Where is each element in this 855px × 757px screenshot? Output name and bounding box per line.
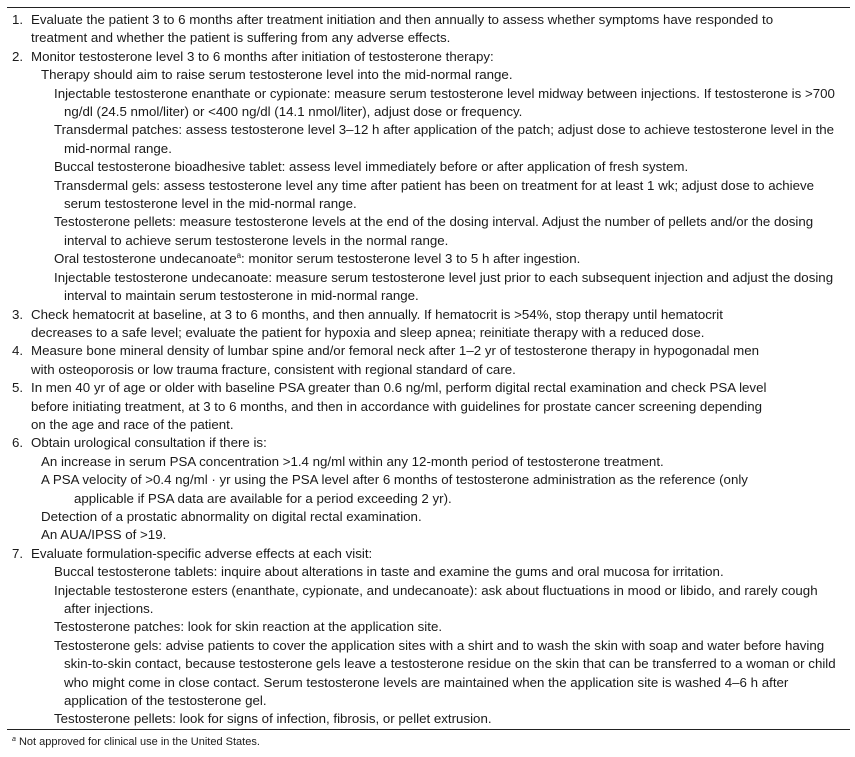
- consult-criterion: An increase in serum PSA concentration >1.4 ng/ml within any 12-month period of testosterone treatment.: [41, 453, 664, 469]
- item-text: Evaluate formulation-specific adverse effects at each visit:: [31, 545, 373, 561]
- sub-item: Testosterone pellets: measure testosterone levels at the end of the dosing interval. Adjust the number of pellets and/or the dosing interval to achieve serum testosterone levels in the normal range.: [54, 214, 814, 248]
- item-number: 5.: [12, 380, 24, 396]
- sub-item: Injectable testosterone undecanoate: measure serum testosterone level just prior to each subsequent injection and adjust the dosing interval to maintain serum testosterone in mid-normal range.: [54, 269, 834, 304]
- sub-item-oral: [31, 250, 846, 268]
- sub-item: Transdermal gels: assess testosterone level any time after patient has been on treatment for at least 1 wk; adjust dose to achieve serum testosterone level in the mid-normal range.: [54, 177, 815, 212]
- consult-criterion: An AUA/IPSS of >19.: [41, 527, 167, 543]
- list-item-4: [8, 342, 846, 379]
- sub-item: Buccal testosterone tablets: inquire about alterations in taste and examine the gums and oral mucosa for irritation.: [54, 564, 724, 580]
- item-number: 4.: [12, 343, 24, 359]
- item-text: Evaluate the patient 3 to 6 months after treatment initiation and then annually to assess whether symptoms have responded to: [31, 12, 774, 27]
- monitoring-list: [8, 11, 846, 729]
- footnote-mark: a: [12, 736, 16, 743]
- item-number: 7.: [12, 545, 24, 561]
- item-text: with osteoporosis or low trauma fracture, consistent with regional standard of care.: [31, 361, 516, 377]
- item-text: before initiating treatment, at 3 to 6 months, and then in accordance with guidelines for prostate cancer screening depending: [31, 398, 763, 414]
- footnote-marker: a: [236, 251, 242, 261]
- item-text: decreases to a safe level; evaluate the patient for hypoxia and sleep apnea; reinitiate therapy with a reduced dose.: [31, 324, 705, 340]
- sub-item: Transdermal patches: assess testosterone level 3–12 h after application of the patch; adjust dose to achieve testosterone level in the mid-normal range.: [54, 122, 835, 156]
- footnote-text: Not approved for clinical use in the United States.: [15, 736, 260, 748]
- sub-item: Testosterone pellets: look for signs of infection, fibrosis, or pellet extrusion.: [54, 711, 492, 727]
- item-intro: Therapy should aim to raise serum testosterone level into the mid-normal range.: [41, 67, 513, 83]
- item-number: 6.: [12, 435, 24, 451]
- sub-item: Injectable testosterone esters (enanthate, cypionate, and undecanoate): ask about fluctuations in mood or libido, and rarely cough after injections.: [54, 582, 818, 616]
- item-text: Check hematocrit at baseline, at 3 to 6 months, and then annually. If hematocrit is >54%, stop therapy until hematocrit: [31, 306, 723, 322]
- item-number: 1.: [12, 12, 24, 27]
- item-number: 2.: [12, 48, 24, 64]
- list-item-5: [8, 379, 846, 434]
- top-rule: [7, 7, 850, 8]
- list-item-3: [8, 306, 846, 343]
- consult-criterion: A PSA velocity of >0.4 ng/ml · yr using the PSA level after 6 months of testosterone administration as the reference (only: [41, 472, 748, 488]
- item-text: Monitor testosterone level 3 to 6 months after initiation of testosterone therapy:: [31, 48, 494, 64]
- item-text: Obtain urological consultation if there is:: [31, 435, 267, 451]
- oral-label: Oral testosterone undecanoate: [54, 251, 237, 267]
- footnote: [12, 734, 260, 750]
- oral-text: : monitor serum testosterone level 3 to 5 h after ingestion.: [241, 251, 581, 267]
- consult-criterion: Detection of a prostatic abnormality on digital rectal examination.: [41, 508, 422, 524]
- item-text: Measure bone mineral density of lumbar spine and/or femoral neck after 1–2 yr of testosterone therapy in hypogonadal men: [31, 343, 760, 359]
- item-text: on the age and race of the patient.: [31, 416, 234, 432]
- item-text: In men 40 yr of age or older with baseline PSA greater than 0.6 ng/ml, perform digital rectal examination and check PSA level: [31, 380, 767, 396]
- consult-criterion-continued: applicable if PSA data are available for a period exceeding 2 yr).: [74, 490, 452, 506]
- list-item-7: [8, 545, 846, 729]
- sub-item: Testosterone patches: look for skin reaction at the application site.: [54, 619, 443, 635]
- list-item-2: [8, 48, 846, 306]
- item-text: treatment and whether the patient is suffering from any adverse effects.: [31, 30, 451, 46]
- sub-item: Injectable testosterone enanthate or cypionate: measure serum testosterone level midway between injections. If testosterone is >700 ng/dl (24.5 nmol/liter) or <400 ng/dl (14.1 nmol/liter), adjust dose or frequency.: [54, 85, 835, 120]
- list-item-6: [8, 434, 846, 544]
- sub-item: Buccal testosterone bioadhesive tablet: assess level immediately before or after application of fresh system.: [54, 159, 689, 175]
- list-item-1: [8, 11, 846, 48]
- sub-item: Testosterone gels: advise patients to cover the application sites with a shirt and to wash the skin with soap and water before having skin-to-skin contact, because testosterone gels leave a testosterone residue on the skin that can be transferred to a woman or child who might come in close contact. Serum testosterone levels are maintained when the application site is washed 4–6 h after application of the testosterone gel.: [54, 637, 836, 709]
- bottom-rule: [7, 729, 850, 730]
- item-number: 3.: [12, 306, 24, 322]
